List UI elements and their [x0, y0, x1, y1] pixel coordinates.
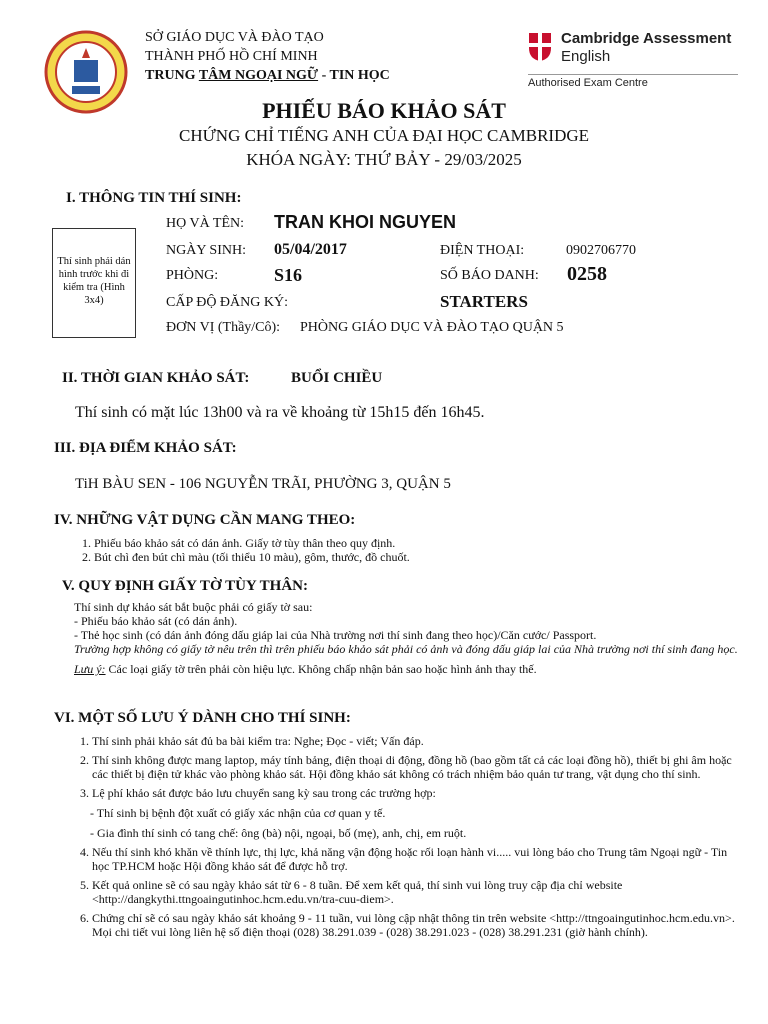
id-rule-line: - Phiếu báo khảo sát (có dán ảnh).: [74, 614, 238, 628]
section-1-heading: I. THÔNG TIN THÍ SINH:: [66, 190, 242, 206]
photo-note: Thí sinh phải dán hình trước khi đi kiểm tra (Hình 3x4): [57, 256, 131, 306]
bring-list: [76, 536, 736, 564]
phone-label: ĐIỆN THOẠI:: [440, 243, 525, 258]
dob-value: 05/04/2017: [274, 241, 347, 258]
id-rule-line: Thí sinh dự khảo sát bắt buộc phải có giấy tờ sau:: [74, 600, 313, 614]
unit-value: PHÒNG GIÁO DỤC VÀ ĐÀO TẠO QUẬN 5: [300, 320, 564, 335]
time-text: Thí sinh có mặt lúc 13h00 và ra về khoảng từ 15h15 đến 16h45.: [75, 404, 485, 421]
id-rule-line: - Thẻ học sinh (có dán ảnh đóng dấu giáp lai của Nhà trường nơi thí sinh đang theo học)/Căn cước/ Passport.: [74, 628, 597, 642]
section-2-heading: II. THỜI GIAN KHẢO SÁT:: [62, 370, 250, 386]
id-rule-italic: Trường hợp không có giấy tờ nêu trên thì trên phiếu báo khảo sát phải có ảnh và đóng dấu giáp lai của Nhà trường nơi thí sinh đang học.: [74, 642, 738, 656]
authorised-centre: Authorised Exam Centre: [528, 74, 738, 89]
section-3-heading: III. ĐỊA ĐIỂM KHẢO SÁT:: [54, 440, 237, 456]
place-text: TiH BÀU SEN - 106 NGUYỄN TRÃI, PHƯỜNG 3, QUẬN 5: [75, 476, 451, 492]
unit-label: ĐƠN VỊ (Thầy/Cô):: [166, 320, 281, 335]
level-value: STARTERS: [440, 292, 528, 311]
notes-list: [74, 734, 742, 939]
list-item: 6. Chứng chỉ sẽ có sau ngày khảo sát khoảng 9 - 11 tuần, vui lòng cập nhật thông tin trên website <http://ttngoaingutinhoc.hcm.edu.vn>. Mọi chi tiết vui lòng liên hệ số điện thoại (028) 38.291.039 - (028) 38.291.023 - (028) 38.291.231 (giờ hành chính).: [92, 911, 742, 939]
sbd-value: 0258: [567, 263, 607, 285]
org-line-2: THÀNH PHỐ HỒ CHÍ MINH: [145, 49, 318, 64]
id-rules: [74, 600, 744, 676]
org-line-3: TRUNG TÂM NGOẠI NGỮ - TIN HỌC: [145, 68, 390, 83]
phone-value: 0902706770: [566, 243, 636, 258]
room-label: PHÒNG:: [166, 268, 219, 283]
list-item: 5. Kết quả online sẽ có sau ngày khảo sát từ 6 - 8 tuần. Để xem kết quả, thí sinh vui lòng truy cập địa chỉ website <http://dangkythi.ttngoaingutinhoc.hcm.edu.vn/tra-cuu-diem>.: [92, 878, 742, 906]
exam-date: KHÓA NGÀY: THỨ BẢY - 29/03/2025: [246, 150, 522, 169]
page-subtitle: CHỨNG CHỈ TIẾNG ANH CỦA ĐẠI HỌC CAMBRIDGE: [178, 126, 590, 145]
list-item: 1. Thí sinh phải khảo sát đủ ba bài kiểm tra: Nghe; Đọc - viết; Vấn đáp.: [92, 734, 742, 748]
section-6-heading: VI. MỘT SỐ LƯU Ý DÀNH CHO THÍ SINH:: [54, 710, 351, 726]
section-2-value: BUỔI CHIỀU: [291, 370, 383, 386]
list-item: 2. Thí sinh không được mang laptop, máy tính bảng, điện thoại di động, đồng hồ (bao gồm tất cả các loại đồng hồ), thiết bị ghi âm hoặc các thiết bị điện tử khác vào phòng khảo sát. Hội đồng khảo sát không có trách nhiệm bảo quản tư trang, vật dụng cho thí sinh.: [92, 753, 742, 781]
page-title: PHIẾU BÁO KHẢO SÁT: [262, 98, 506, 123]
list-item: 1. Phiếu báo khảo sát có dán ảnh. Giấy tờ tùy thân theo quy định.: [94, 536, 736, 550]
room-value: S16: [274, 265, 303, 285]
list-item: 3. Lệ phí khảo sát được bảo lưu chuyển sang kỳ sau trong các trường hợp: - Thí sinh bị bệnh đột xuất có giấy xác nhận của cơ quan y tế. - Gia đình thí sinh có tang chế: ông (bà) nội, ngoại, bố (mẹ), anh, chị, em ruột.: [92, 786, 742, 840]
section-5-heading: V. QUY ĐỊNH GIẤY TỜ TÙY THÂN:: [62, 578, 309, 594]
org-line-1: SỞ GIÁO DỤC VÀ ĐÀO TẠO: [145, 30, 324, 45]
list-item: 4. Nếu thí sinh khó khăn về thính lực, thị lực, khả năng vận động hoặc rối loạn hành vi..... vui lòng báo cho Trung tâm Ngoại ngữ - Tin học TP.HCM hoặc Hội đồng khảo sát để được hỗ trợ.: [92, 845, 742, 873]
level-label: CẤP ĐỘ ĐĂNG KÝ:: [166, 295, 288, 310]
section-4-heading: IV. NHỮNG VẬT DỤNG CẦN MANG THEO:: [54, 512, 356, 528]
name-label: HỌ VÀ TÊN:: [166, 216, 245, 231]
candidate-name: TRAN KHOI NGUYEN: [274, 212, 457, 232]
photo-box: [52, 228, 136, 338]
dob-label: NGÀY SINH:: [166, 243, 246, 258]
cambridge-name: Cambridge Assessment: [561, 30, 732, 47]
sbd-label: SỐ BÁO DANH:: [440, 268, 539, 283]
organization-header: [145, 28, 390, 85]
cambridge-crest-icon: [528, 32, 552, 62]
list-item: 2. Bút chì đen bút chì màu (tối thiểu 10 màu), gôm, thước, đồ chuốt.: [94, 550, 736, 564]
cambridge-english: English: [561, 48, 611, 65]
id-rule-note: Lưu ý: Các loại giấy tờ trên phải còn hiệu lực. Không chấp nhận bản sao hoặc hình ảnh thay thế.: [74, 662, 537, 676]
